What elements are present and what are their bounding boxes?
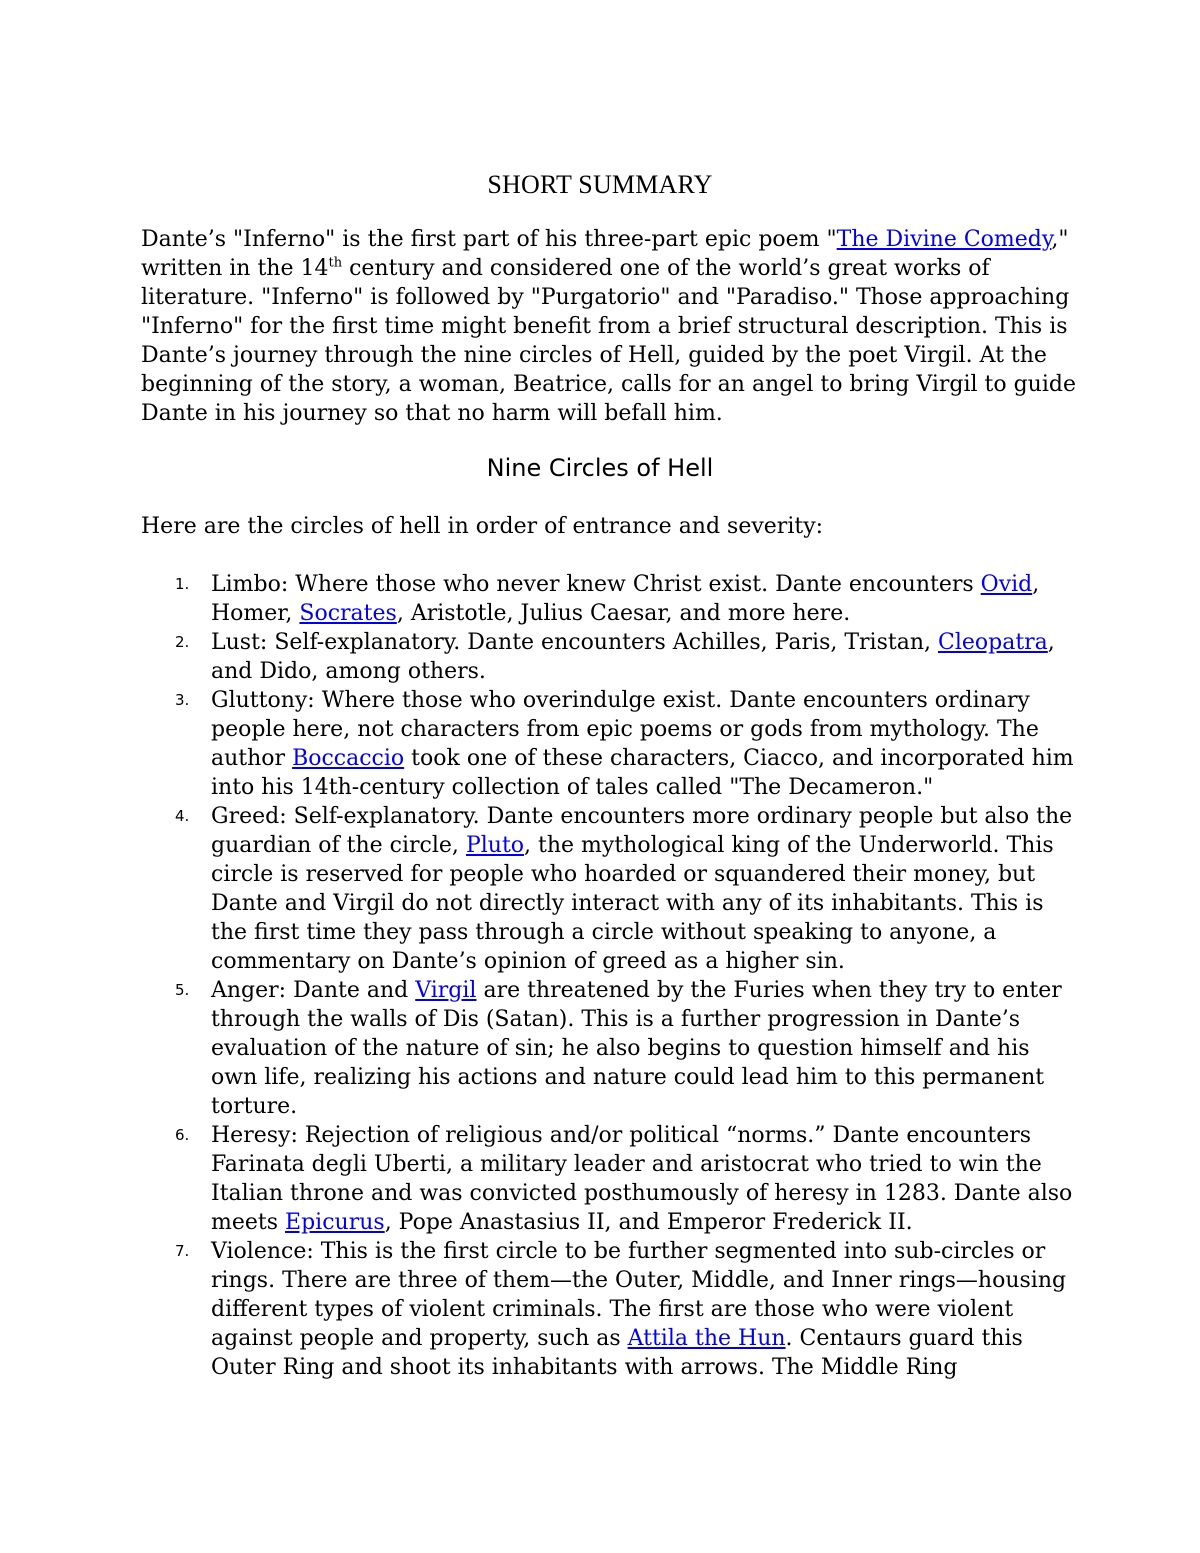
link-socrates[interactable]: Socrates [299, 601, 397, 626]
item-text: , the mythological king of the Underworld. This circle is reserved for people who hoarded or squandered their money, but Dante and Virgil do not directly interact with any of its inhabitants. This is the first time they pass through a circle without speaking to anyone, a commentary on Dante’s opinion of greed as a higher sin. [211, 833, 1054, 974]
document-title: SHORT SUMMARY [487, 170, 713, 199]
item-text: are threatened by the Furies when they try to enter through the walls of Dis (Satan). This is a further progression in Dante’s evaluation of the nature of sin; he also begins to question himself and his own life, realizing his actions and nature could lead him to this permanent torture. [211, 978, 1062, 1119]
item-text: took one of these characters, Ciacco, and incorporated him into his 14th-century collection of tales called "The Decameron." [211, 746, 1074, 800]
link-cleopatra[interactable]: Cleopatra [937, 630, 1048, 655]
list-number: 7. [175, 1242, 190, 1260]
list-item [141, 1121, 1081, 1237]
section-heading: Nine Circles of Hell [486, 454, 714, 482]
link-boccaccio[interactable]: Boccaccio [292, 746, 405, 771]
link-ovid[interactable]: Ovid [980, 572, 1033, 597]
intro-text-3: century and considered one of the world’s great works of literature. "Inferno" is followed by "Purgatorio" and "Paradiso." Those approaching "Inferno" for the first time might benefit from a brief structural description. This is Dante’s journey through the nine circles of Hell, guided by the poet Virgil. At the beginning of the story, a woman, Beatrice, calls for an angel to bring Virgil to guide Dante in his journey so that no harm will befall him. [141, 256, 1076, 426]
superscript-th: th [328, 255, 343, 271]
item-text: Heresy: Rejection of religious and/or political “norms.” Dante encounters Farinata degli Uberti, a military leader and aristocrat who tried to win the Italian throne and was convicted posthumously of heresy in 1283. Dante also meets [211, 1123, 1073, 1235]
list-lead-text: Here are the circles of hell in order of entrance and severity: [141, 514, 824, 539]
circles-list [141, 570, 1081, 1382]
link-the-divine-comedy[interactable]: The Divine Comedy [836, 227, 1052, 252]
list-number: 1. [175, 575, 190, 593]
intro-text-2: ," written in the 14 [141, 227, 1069, 281]
list-item [141, 628, 1081, 686]
item-text: Lust: Self-explanatory. Dante encounters Achilles, Paris, Tristan, [211, 630, 938, 655]
link-pluto[interactable]: Pluto [465, 833, 525, 858]
list-item [141, 1237, 1081, 1382]
item-text: Violence: This is the first circle to be further segmented into sub-circles or rings. There are three of them—the Outer, Middle, and Inner rings—housing different types of violent criminals. The first are those who were violent against people and property, such as [211, 1239, 1067, 1351]
item-text: , Homer, [211, 572, 1040, 626]
list-number: 6. [175, 1126, 190, 1144]
item-text: , Aristotle, Julius Caesar, and more here. [396, 601, 851, 626]
item-text: . Centaurs guard this Outer Ring and shoot its inhabitants with arrows. The Middle Ring [211, 1326, 1023, 1380]
item-text: Greed: Self-explanatory. Dante encounters more ordinary people but also the guardian of the circle, [211, 804, 1073, 858]
list-number: 4. [175, 807, 190, 825]
intro-paragraph [141, 225, 1081, 428]
list-item [141, 976, 1081, 1121]
link-virgil[interactable]: Virgil [415, 978, 477, 1003]
list-item [141, 686, 1081, 802]
list-item [141, 570, 1081, 628]
link-epicurus[interactable]: Epicurus [285, 1210, 385, 1235]
list-number: 5. [175, 981, 190, 999]
item-text: Limbo: Where those who never knew Christ exist. Dante encounters [211, 572, 981, 597]
item-text: Anger: Dante and [211, 978, 416, 1003]
list-number: 3. [175, 691, 190, 709]
item-text: , Pope Anastasius II, and Emperor Frederick II. [384, 1210, 913, 1235]
link-attila-the-hun[interactable]: Attila the Hun [627, 1326, 786, 1351]
item-text: , and Dido, among others. [211, 630, 1055, 684]
item-text: Gluttony: Where those who overindulge exist. Dante encounters ordinary people here, not characters from epic poems or gods from mythology. The author [211, 688, 1039, 771]
list-number: 2. [175, 633, 190, 651]
intro-text-1: Dante’s "Inferno" is the first part of his three-part epic poem " [141, 227, 837, 252]
list-item [141, 802, 1081, 976]
